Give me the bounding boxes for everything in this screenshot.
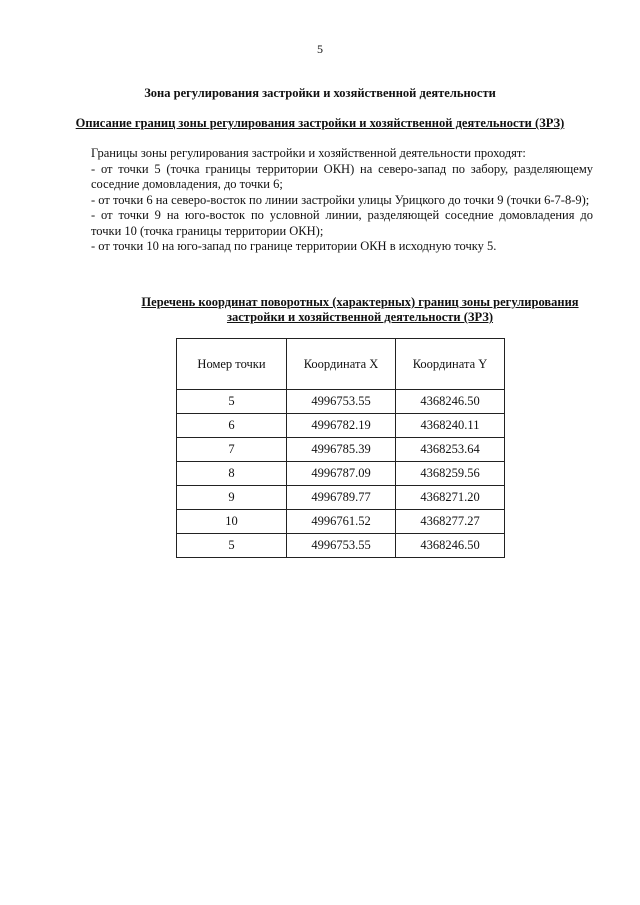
header-point-number: Номер точки [177, 339, 287, 390]
table-row [177, 534, 505, 558]
table-title [120, 295, 600, 325]
section-title: Описание границ зоны регулирования застройки и хозяйственной деятельности (ЗРЗ) [75, 116, 565, 130]
table-row [177, 510, 505, 534]
description-item: - от точки 9 на юго-восток по условной линии, разделяющей соседние домовладения до точки 10 (точка границы территории ОКН); [91, 208, 593, 238]
table-row [177, 486, 505, 510]
main-title: Зона регулирования застройки и хозяйственной деятельности [144, 86, 496, 100]
cell-coordinate-y: 4368253.64 [396, 438, 505, 462]
table-row [177, 438, 505, 462]
header-coordinate-x: Координата X [287, 339, 396, 390]
cell-coordinate-y: 4368246.50 [396, 390, 505, 414]
header-coordinate-y: Координата Y [396, 339, 505, 390]
cell-point-number: 9 [177, 486, 287, 510]
cell-coordinate-x: 4996753.55 [287, 390, 396, 414]
table-title-line: Перечень координат поворотных (характерных) границ зоны регулирования [141, 295, 579, 309]
cell-point-number: 6 [177, 414, 287, 438]
cell-coordinate-y: 4368271.20 [396, 486, 505, 510]
boundary-description [91, 146, 593, 255]
cell-point-number: 8 [177, 462, 287, 486]
page-number: 5 [317, 42, 323, 56]
cell-coordinate-y: 4368246.50 [396, 534, 505, 558]
cell-coordinate-y: 4368240.11 [396, 414, 505, 438]
cell-point-number: 5 [177, 390, 287, 414]
cell-point-number: 5 [177, 534, 287, 558]
table-row [177, 462, 505, 486]
description-item: - от точки 6 на северо-восток по линии застройки улицы Урицкого до точки 9 (точки 6-7-8-9); [91, 192, 590, 207]
cell-coordinate-x: 4996789.77 [287, 486, 396, 510]
cell-coordinate-y: 4368277.27 [396, 510, 505, 534]
cell-coordinate-x: 4996787.09 [287, 462, 396, 486]
table-row [177, 390, 505, 414]
cell-point-number: 10 [177, 510, 287, 534]
cell-coordinate-x: 4996761.52 [287, 510, 396, 534]
table-title-line: застройки и хозяйственной деятельности (ЗРЗ) [226, 310, 494, 324]
cell-point-number: 7 [177, 438, 287, 462]
description-item: - от точки 10 на юго-запад по границе территории ОКН в исходную точку 5. [91, 239, 497, 253]
cell-coordinate-y: 4368259.56 [396, 462, 505, 486]
coordinates-table [176, 338, 505, 558]
description-intro: Границы зоны регулирования застройки и хозяйственной деятельности проходят: [91, 146, 526, 160]
cell-coordinate-x: 4996753.55 [287, 534, 396, 558]
description-item: - от точки 5 (точка границы территории ОКН) на северо-запад по забору, разделяющему соседние домовладения, до точки 6; [91, 161, 593, 191]
table-row [177, 414, 505, 438]
cell-coordinate-x: 4996782.19 [287, 414, 396, 438]
cell-coordinate-x: 4996785.39 [287, 438, 396, 462]
table-header-row [177, 339, 505, 390]
